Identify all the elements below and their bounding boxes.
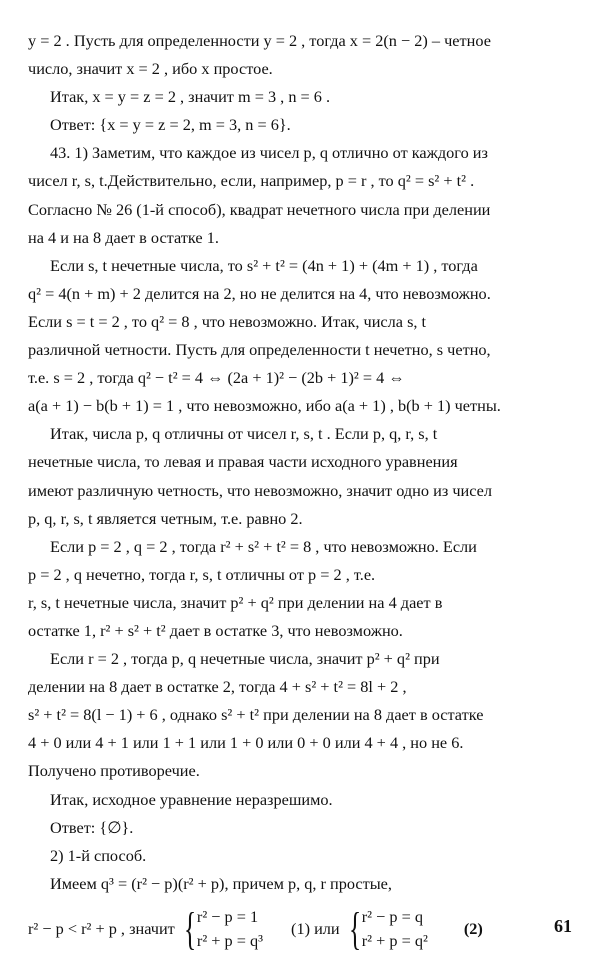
page-content	[28, 27, 572, 958]
equation-system-row	[28, 900, 572, 958]
text-line: Если s = t = 2 , то q² = 8 , что невозможно. Итак, числа s, t	[28, 311, 427, 331]
system-2-label: (2)	[463, 918, 483, 938]
system-2-equation-1: r² − p = q	[361, 906, 423, 926]
text-line: Ответ: {x = y = z = 2, m = 3, n = 6}.	[50, 115, 291, 135]
text-line: 4 + 0 или 4 + 1 или 1 + 1 или 1 + 0 или 0 + 0 или 4 + 4 , но не 6.	[28, 733, 464, 753]
text-line: p = 2 , q нечетно, тогда r, s, t отличны от p = 2 , т.е.	[28, 564, 376, 584]
text-line: y = 2 . Пусть для определенности y = 2 , тогда x = 2(n − 2) – четное	[28, 31, 491, 50]
text-line: Если p = 2 , q = 2 , тогда r² + s² + t² = 8 , что невозможно. Если	[50, 536, 477, 556]
system-lead-text: r² − p < r² + p , значит	[28, 918, 175, 938]
text-line: различной четности. Пусть для определенности t нечетно, s четно,	[28, 340, 491, 360]
text-line: делении на 8 дает в остатке 2, тогда 4 + s² + t² = 8l + 2 ,	[28, 677, 407, 697]
system-2-equation-2: r² + p = q²	[361, 930, 428, 950]
text-line: чисел r, s, t.Действительно, если, например, p = r , то q² = s² + t² .	[28, 171, 475, 191]
text-line: r, s, t нечетные числа, значит p² + q² при делении на 4 дает в	[28, 592, 443, 612]
text-line: s² + t² = 8(l − 1) + 6 , однако s² + t² при делении на 8 дает в остатке	[28, 705, 484, 725]
text-line: p, q, r, s, t является четным, т.е. равно 2.	[28, 508, 303, 528]
text-line: Ответ: {∅}.	[50, 817, 134, 837]
text-line: Если r = 2 , тогда p, q нечетные числа, значит p² + q² при	[50, 649, 440, 669]
system-1-equation-2: r² + p = q³	[196, 930, 264, 950]
system-1-equation-1: r² − p = 1	[196, 906, 259, 926]
text-line: число, значит x = 2 , ибо x простое.	[28, 59, 273, 79]
equation-system-2	[362, 905, 428, 953]
left-brace-icon: {	[348, 902, 361, 954]
text-line: Согласно № 26 (1-й способ), квадрат нечетного числа при делении	[28, 199, 491, 219]
text-line: нечетные числа, то левая и правая части исходного уравнения	[28, 452, 458, 472]
equation-system-1	[197, 905, 263, 953]
text-line: Имеем q³ = (r² − p)(r² + p), причем p, q, r простые,	[50, 873, 392, 893]
left-brace-icon: {	[183, 902, 196, 954]
page-number: 61	[554, 916, 572, 936]
text-line: Итак, исходное уравнение неразрешимо.	[50, 789, 333, 809]
text-line: Получено противоречие.	[28, 761, 200, 781]
text-line: на 4 и на 8 дает в остатке 1.	[28, 227, 219, 247]
text-line: имеют различную четность, что невозможно, значит одно из чисел	[28, 480, 492, 500]
system-1-label: (1) или	[291, 918, 340, 938]
text-line: Итак, x = y = z = 2 , значит m = 3 , n = 6 .	[50, 87, 331, 107]
text-line: 2) 1-й способ.	[50, 845, 147, 865]
text-line: Итак, числа p, q отличны от чисел r, s, t . Если p, q, r, s, t	[50, 424, 438, 444]
text-line: остатке 1, r² + s² + t² дает в остатке 3, что невозможно.	[28, 620, 403, 640]
text-line: 43. 1) Заметим, что каждое из чисел p, q отлично от каждого из	[50, 143, 488, 163]
text-line: q² = 4(n + m) + 2 делится на 2, но не делится на 4, что невозможно.	[28, 283, 491, 303]
text-line: т.е. s = 2 , тогда q² − t² = 4 ⇔ (2a + 1)² − (2b + 1)² = 4 ⇔	[28, 368, 405, 388]
text-line: a(a + 1) − b(b + 1) = 1 , что невозможно, ибо a(a + 1) , b(b + 1) четны.	[28, 396, 501, 416]
text-line: Если s, t нечетные числа, то s² + t² = (4n + 1) + (4m + 1) , тогда	[50, 255, 478, 275]
